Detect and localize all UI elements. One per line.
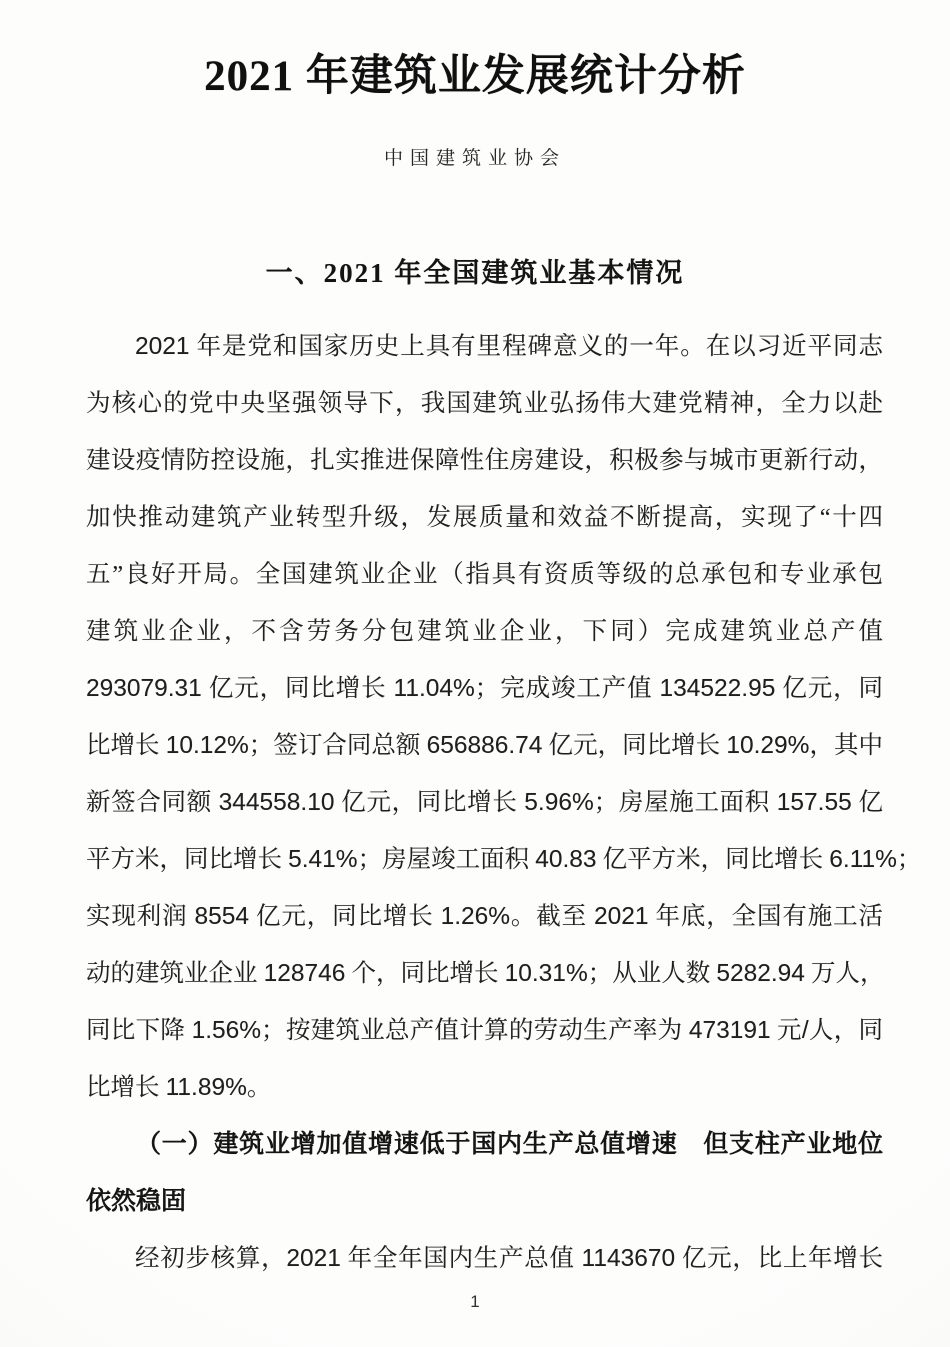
paragraph-line: 293079.31 亿元，同比增长 11.04%；完成竣工产值 134522.95 亿元，同 bbox=[86, 675, 883, 702]
paragraph-line: 比增长 11.89%。 bbox=[86, 1074, 272, 1101]
subsection-heading-line-2: 依然稳固 bbox=[86, 1187, 187, 1215]
paragraph-line: 2021 年是党和国家历史上具有里程碑意义的一年。在以习近平同志 bbox=[135, 333, 883, 360]
paragraph-line: 加快推动建筑产业转型升级，发展质量和效益不断提高，实现了“十四 bbox=[86, 504, 883, 531]
paragraph-line: 实现利润 8554 亿元，同比增长 1.26%。截至 2021 年底，全国有施工活 bbox=[86, 903, 883, 930]
page-number: 1 bbox=[470, 1292, 480, 1311]
document-title: 2021 年建筑业发展统计分析 bbox=[204, 53, 746, 100]
body-text-block bbox=[86, 318, 922, 1287]
paragraph-line: 为核心的党中央坚强领导下，我国建筑业弘扬伟大建党精神，全力以赴 bbox=[86, 390, 883, 417]
paragraph-line: 动的建筑业企业 128746 个，同比增长 10.31%；从业人数 5282.94 万人， bbox=[86, 960, 885, 987]
paragraph-line: 建筑业企业，不含劳务分包建筑业企业，下同）完成建筑业总产值 bbox=[86, 618, 883, 645]
section-heading: 一、2021 年全国建筑业基本情况 bbox=[265, 258, 685, 288]
paragraph-line: 比增长 10.12%；签订合同总额 656886.74 亿元，同比增长 10.29%，其中 bbox=[86, 732, 883, 759]
paragraph-line: 经初步核算，2021 年全年国内生产总值 1143670 亿元，比上年增长 bbox=[135, 1245, 883, 1272]
paragraph-line: 新签合同额 344558.10 亿元，同比增长 5.96%；房屋施工面积 157.55 亿 bbox=[86, 789, 883, 816]
paragraph-line: 同比下降 1.56%；按建筑业总产值计算的劳动生产率为 473191 元/人，同 bbox=[86, 1017, 883, 1044]
paragraph-line: 建设疫情防控设施，扎实推进保障性住房建设，积极参与城市更新行动， bbox=[86, 447, 883, 474]
paragraph-line: 五”良好开局。全国建筑业企业（指具有资质等级的总承包和专业承包 bbox=[86, 561, 883, 588]
document-subtitle: 中国建筑业协会 bbox=[383, 148, 566, 169]
paragraph-line: 平方米，同比增长 5.41%；房屋竣工面积 40.83 亿平方米，同比增长 6.11%； bbox=[86, 846, 922, 873]
subsection-heading-line-1: （一）建筑业增加值增速低于国内生产总值增速 但支柱产业地位 bbox=[136, 1130, 883, 1158]
